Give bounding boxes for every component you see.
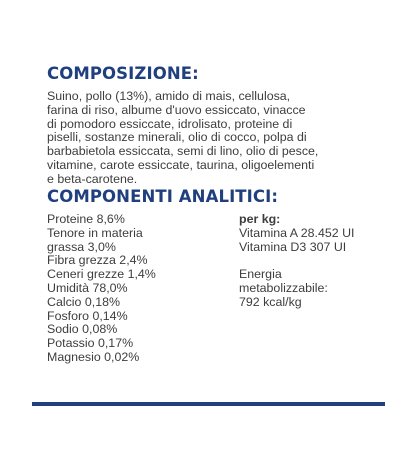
analytical-value: Magnesio 0,02% (47, 349, 140, 364)
analytical-value: Calcio 0,18% (47, 294, 121, 309)
composition-line: barbabietola essiccata, semi di lino, olio di pesce, (47, 144, 319, 159)
analytical-value: Ceneri grezze 1,4% (47, 267, 156, 282)
composition-line: Suino, pollo (13%), amido di mais, cellulosa, (47, 89, 291, 103)
analytical-value: Umidità 78,0% (47, 280, 128, 295)
vitamin-value: Vitamina A 28.452 UI (239, 225, 355, 240)
per-kg-column (239, 213, 389, 310)
analytical-value: Fosforo 0,14% (47, 308, 128, 323)
bottom-divider-bar (32, 402, 385, 406)
composition-line: farina di riso, albume d'uovo essiccato, vinacce (47, 102, 306, 117)
composition-text (47, 90, 382, 187)
energy-line: 792 kcal/kg (239, 294, 302, 309)
spacer (239, 254, 389, 268)
energy-line: Energia (239, 267, 282, 282)
energy-line: metabolizzabile: (239, 280, 328, 295)
analytical-value: Tenore in materia (47, 225, 143, 240)
composition-heading: COMPOSIZIONE: (47, 64, 199, 83)
composition-line: di pomodoro essiccate, idrolisato, proteine di (47, 116, 293, 131)
analytical-values-list (47, 213, 222, 365)
composition-line: piselli, sostanze minerali, olio di cocco, polpa di (47, 130, 307, 145)
vitamin-value: Vitamina D3 307 UI (239, 239, 347, 254)
per-kg-label: per kg: (239, 212, 281, 226)
composition-line: vitamine, carote essiccate, taurina, oligoelementi (47, 157, 315, 172)
analytical-heading: COMPONENTI ANALITICI: (47, 187, 279, 206)
analytical-value: Proteine 8,6% (47, 212, 125, 226)
composition-line: e beta-carotene. (47, 171, 138, 186)
analytical-value: Fibra grezza 2,4% (47, 253, 148, 268)
analytical-value: Sodio 0,08% (47, 322, 118, 337)
analytical-value: grassa 3,0% (47, 239, 116, 254)
analytical-value: Potassio 0,17% (47, 336, 134, 351)
